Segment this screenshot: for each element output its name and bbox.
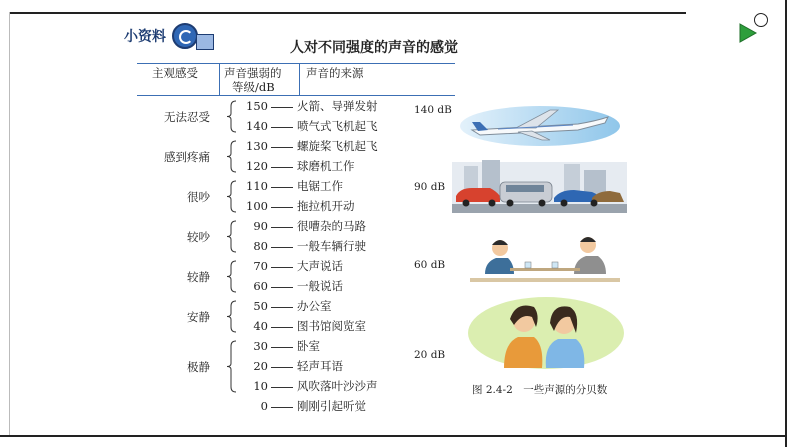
level-row bbox=[240, 296, 332, 316]
leader-line bbox=[271, 127, 293, 128]
page-title: 人对不同强度的声音的感觉 bbox=[290, 40, 458, 56]
source-text: 一般车辆行驶 bbox=[297, 239, 366, 253]
leader-line bbox=[271, 327, 293, 328]
source-text: 球磨机工作 bbox=[297, 159, 355, 173]
header-source: 声音的来源 bbox=[306, 66, 364, 80]
level-value: 100 bbox=[246, 199, 268, 213]
level-row bbox=[240, 236, 366, 256]
level-value: 60 bbox=[253, 279, 268, 293]
airplane-illustration bbox=[458, 100, 623, 148]
feeling-label: 极静 bbox=[187, 359, 210, 374]
level-row bbox=[240, 156, 355, 176]
leader-line bbox=[271, 247, 293, 248]
group-brace bbox=[227, 261, 236, 292]
group-brace bbox=[227, 301, 236, 332]
leader-line bbox=[271, 287, 293, 288]
db-label: 90 dB bbox=[414, 181, 446, 193]
source-text: 一般说话 bbox=[297, 279, 343, 293]
source-text: 螺旋桨飞机起飞 bbox=[297, 139, 378, 153]
level-value: 90 bbox=[253, 219, 268, 233]
level-value: 20 bbox=[253, 359, 268, 373]
level-row bbox=[240, 276, 343, 296]
whisper-illustration bbox=[466, 293, 624, 370]
source-text: 大声说话 bbox=[297, 259, 343, 273]
group-brace bbox=[227, 341, 236, 392]
play-icon[interactable] bbox=[738, 22, 758, 44]
level-value: 70 bbox=[253, 259, 268, 273]
level-value: 140 bbox=[246, 119, 268, 133]
source-text: 图书馆阅览室 bbox=[297, 319, 366, 333]
level-row bbox=[240, 396, 366, 416]
level-value: 30 bbox=[253, 339, 268, 353]
source-text: 刚刚引起听觉 bbox=[297, 399, 366, 413]
level-row bbox=[240, 96, 378, 116]
level-row bbox=[240, 256, 343, 276]
source-text: 拖拉机开动 bbox=[297, 199, 355, 213]
level-value: 110 bbox=[246, 179, 268, 193]
header-subjective: 主观感受 bbox=[152, 66, 198, 80]
header-level-line1: 声音强弱的 bbox=[224, 66, 282, 80]
group-brace bbox=[227, 101, 236, 132]
leader-line bbox=[271, 227, 293, 228]
leader-line bbox=[271, 407, 293, 408]
leader-line bbox=[271, 107, 293, 108]
level-value: 150 bbox=[246, 99, 268, 113]
leader-line bbox=[271, 387, 293, 388]
level-value: 120 bbox=[246, 159, 268, 173]
group-brace bbox=[227, 181, 236, 212]
source-text: 电锯工作 bbox=[297, 179, 343, 193]
level-value: 50 bbox=[253, 299, 268, 313]
source-text: 很嘈杂的马路 bbox=[297, 219, 366, 233]
db-label: 140 dB bbox=[414, 104, 452, 116]
feeling-label: 较静 bbox=[187, 269, 210, 284]
traffic-illustration bbox=[452, 158, 627, 213]
leader-line bbox=[271, 307, 293, 308]
leader-line bbox=[271, 267, 293, 268]
level-row bbox=[240, 136, 378, 156]
feeling-label: 无法忍受 bbox=[164, 109, 210, 124]
feeling-label: 很吵 bbox=[187, 189, 210, 204]
figure-caption: 图 2.4-2 一些声源的分贝数 bbox=[472, 384, 608, 396]
level-value: 40 bbox=[253, 319, 268, 333]
feeling-label: 较吵 bbox=[187, 229, 210, 244]
header-level-line2: 等级/dB bbox=[232, 80, 275, 94]
db-label: 20 dB bbox=[414, 349, 446, 361]
level-row bbox=[240, 216, 366, 236]
leader-line bbox=[271, 187, 293, 188]
leader-line bbox=[271, 167, 293, 168]
group-brace bbox=[227, 221, 236, 252]
feeling-label: 感到疼痛 bbox=[164, 149, 210, 164]
leader-line bbox=[271, 207, 293, 208]
source-text: 火箭、导弹发射 bbox=[297, 99, 378, 113]
feeling-label: 安静 bbox=[187, 309, 210, 324]
source-text: 喷气式飞机起飞 bbox=[297, 119, 378, 133]
badge-label: 小资料 bbox=[124, 29, 166, 45]
level-row bbox=[240, 336, 320, 356]
leader-line bbox=[271, 147, 293, 148]
level-row bbox=[240, 316, 366, 336]
level-row bbox=[240, 116, 378, 136]
conversation-illustration bbox=[470, 228, 620, 283]
leader-line bbox=[271, 347, 293, 348]
leader-line bbox=[271, 367, 293, 368]
level-row bbox=[240, 376, 378, 396]
level-row bbox=[240, 196, 355, 216]
db-label: 60 dB bbox=[414, 259, 446, 271]
source-text: 卧室 bbox=[297, 339, 320, 353]
source-text: 风吹落叶沙沙声 bbox=[297, 379, 378, 393]
level-value: 80 bbox=[253, 239, 268, 253]
source-text: 轻声耳语 bbox=[297, 359, 343, 373]
group-brace bbox=[227, 141, 236, 172]
source-text: 办公室 bbox=[297, 299, 332, 313]
level-row bbox=[240, 176, 343, 196]
level-value: 130 bbox=[246, 139, 268, 153]
level-value: 10 bbox=[253, 379, 268, 393]
level-row bbox=[240, 356, 343, 376]
level-value: 0 bbox=[260, 399, 268, 413]
